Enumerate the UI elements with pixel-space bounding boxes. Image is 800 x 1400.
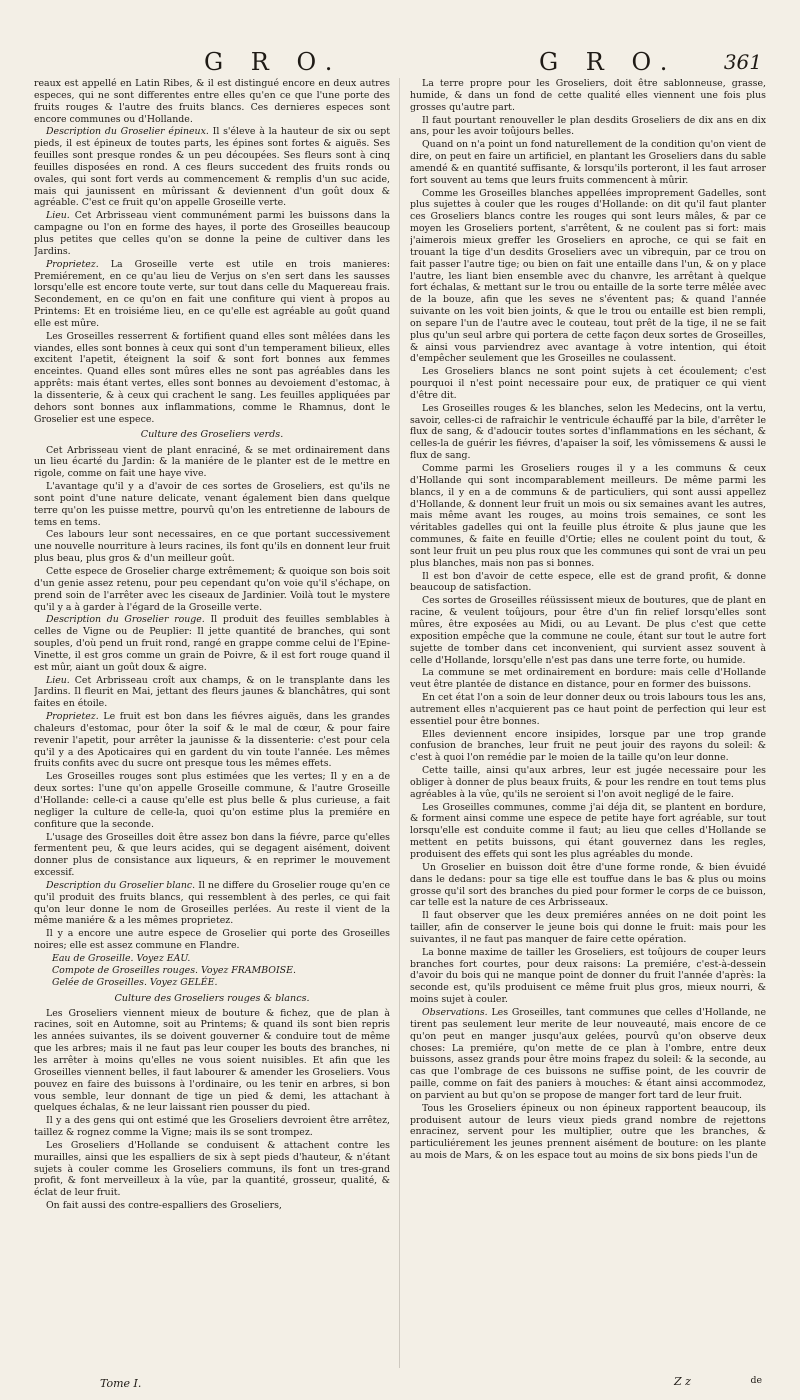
paragraph bbox=[34, 1115, 390, 1139]
paragraph bbox=[410, 1103, 766, 1162]
cross-reference: Compote de Groseilles rouges. Voyez FRAMBOISE. bbox=[52, 964, 296, 976]
paragraph bbox=[34, 566, 390, 613]
paragraph bbox=[410, 115, 766, 139]
running-head bbox=[34, 38, 766, 78]
section-heading: Culture des Groseliers verds. bbox=[140, 429, 284, 441]
paragraph-text: Cet Arbrisseau vient de plant enraciné, & se met ordinairement dans un lieu écarté du Jardin: & la maniére de le planter est de le mettre en rigole, comme on fait une haye vive. bbox=[34, 444, 390, 480]
running-title-right: G R O. bbox=[539, 48, 678, 76]
paragraph-text: reaux est appellé en Latin Ribes, & il est distingué encore en deux autres especes, qui ne sont differentes entre elles qu'en ce que l'une porte des fruits rouges & l'autre des fruits blancs. Ces dernieres especes sont encore communes ou d'Hollande. bbox=[34, 78, 390, 125]
paragraph bbox=[34, 1200, 390, 1212]
paragraph-text: Quand on n'a point un fond naturellement de la condition qu'on vient de dire, on peut en faire un artificiel, en plantant les Groseliers dans du sable amendé & en quantité suffisante, & lorsqu'ils porteront, il les faut arroser fort souvent au tems que leurs fruits commencent à mûrir. bbox=[410, 139, 766, 186]
paragraph-text: Cette taille, ainsi qu'aux arbres, leur est jugée necessaire pour les obliger à donner de plus beaux fruits, & pour les rendre en tout tems plus agréables à la vûe, qu'ils ne seroient si l'on avoit negligé de le faire. bbox=[410, 765, 766, 800]
paragraph-text: On fait aussi des contre-espalliers des Groseliers, bbox=[46, 1200, 282, 1212]
paragraph bbox=[410, 947, 766, 1006]
paragraph bbox=[34, 126, 390, 209]
paragraph-text: Il est bon d'avoir de cette espece, elle est de grand profit, & donne beaucoup de satisfaction. bbox=[410, 570, 766, 594]
paragraph bbox=[34, 331, 390, 426]
paragraph-text: Ces labours leur sont necessaires, en ce que portant successivement une nouvelle nourriture à leurs racines, ils font qu'ils en donnent leur fruit plus beau, plus gros & d'un meilleur goût. bbox=[34, 529, 390, 565]
paragraph bbox=[410, 765, 766, 801]
page-number: 361 bbox=[723, 50, 762, 74]
paragraph bbox=[410, 692, 766, 728]
paragraph bbox=[34, 1140, 390, 1199]
paragraph-text: Il s'éleve à la hauteur de six ou sept pieds, il est épineux de toutes parts, les épines sont fortes & aiguës. Ses feuilles sont presque rondes & un peu découpées. Ses fleurs sont à cinq feuilles disposées en rond. A ces fleurs succedent des fruits ronds ou ovales, qui sont fort verds au commencement & remplis d'un suc acide, mais qui jaunissent en mûrissant & deviennent d'un goût doux & agréable. C'est ce fruit qu'on appelle Groseille verte. bbox=[34, 126, 390, 209]
paragraph bbox=[34, 880, 390, 927]
section-heading: Culture des Groseliers rouges & blancs. bbox=[114, 992, 310, 1004]
paragraph bbox=[34, 445, 390, 481]
paragraph bbox=[34, 481, 390, 528]
paragraph-text: L'usage des Groseilles doit être assez bon dans la fiévre, parce qu'elles fermentent peu, & que leurs acides, qui se degagent aisément, doivent donner plus de consistance aux liqueurs, & en reprimer le mouvement excessif. bbox=[34, 831, 390, 879]
paragraph bbox=[410, 729, 766, 765]
paragraph-lead: Description du Groselier blanc. bbox=[46, 879, 196, 891]
paragraph bbox=[34, 711, 390, 770]
paragraph-lead: Lieu. bbox=[46, 674, 70, 686]
paragraph bbox=[410, 188, 766, 366]
text-columns bbox=[34, 78, 766, 1378]
paragraph bbox=[34, 675, 390, 711]
paragraph-text: Il produit des feuilles semblables à celles de Vigne ou de Peuplier: Il jette quantité de branches, qui sont souples, d'où pend un fruit rond, rangé en grappe comme celui de l'Epine-Vinette, il est gros comme un grain de Poivre, & il est fort rouge quand il est mûr, aiant un goût doux & aigre. bbox=[34, 614, 390, 673]
paragraph-text: Les Groseilles communes, comme j'ai déja dit, se plantent en bordure, & forment ainsi comme une espece de petite haye fort agréable, sur tout lorsqu'elle est conduite comme il faut; au lieu que celles d'Hollande se mettent en petits buissons, qui étant gouvernez dans les regles, produisent des effets qui sont les plus agréables du monde. bbox=[410, 801, 766, 860]
paragraph bbox=[34, 1008, 390, 1115]
paragraph bbox=[410, 403, 766, 462]
paragraph-text: Comme les Groseilles blanches appellées improprement Gadelles, sont plus sujettes à couler que les rouges d'Hollande: on dit qu'il faut planter ces Groseliers blancs contre les rouges qui sont leurs mâles, & par ce moyen les Groseliers portent, s'arrêtent, & ne coulent pas si fort: mais j'aimerois mieux greffer les Groseliers en aproche, ce qui se fait en trouant la tige d'un desdits Groseliers avec un vibrequin, par ce trou on fait passer l'autre tige; ou bien on fait une entaille dans l'un, & on y place l'autre, les liant bien ensemble avec du chanvre, les arrêtant à quelque fort échalas, & mettant sur le trou ou entaille de la sorte terre mêlée avec de la bouze, afin que les seves ne s'éventent pas; & quand l'année suivante on les voit bien joints, & que le trou ou entaille est bien rempli, on separe l'un de l'autre avec le couteau, tout prêt de la tige, il ne se fait plus qu'un seul arbre qui portera de cette façon deux sortes de Groseilles, & ainsi vous parviendrez avec avantage à votre intention, qui étoit d'empêcher seulement que les Groseilles ne coulassent. bbox=[410, 187, 766, 365]
paragraph-text: La bonne maxime de tailler les Groseliers, est toûjours de couper leurs branches fort courtes, pour deux raisons: La premiére, c'est-à-dessein d'avoir du bois qui ne manque point de donner du fruit l'année d'après: la seconde est, qu'ils produisent ce même fruit plus gros, mieux nourri, & moins sujet à couler. bbox=[410, 946, 766, 1006]
paragraph bbox=[410, 463, 766, 570]
running-title-left: G R O. bbox=[204, 48, 343, 76]
paragraph bbox=[410, 910, 766, 946]
paragraph-text: Les Groseliers blancs ne sont point sujets à cet écoulement; c'est pourquoi il n'est point necessaire pour eux, de pratiquer ce qui vient d'être dit. bbox=[410, 366, 766, 401]
paragraph-text: Les Groseilles rouges sont plus estimées que les vertes; Il y en a de deux sortes: l'une qu'on appelle Groseille commune, & l'autre Groseille d'Hollande: celle-ci a cause qu'elle est plus belle & plus curieuse, a fait negliger la culture de celle-la, quoi qu'on estime plus la premiére en confiture que la seconde. bbox=[34, 771, 390, 830]
paragraph bbox=[410, 1007, 766, 1102]
paragraph-text: Les Groseilles, tant communes que celles d'Hollande, ne tirent pas seulement leur merite de leur nouveauté, mais encore de ce qu'on peut en manger jusqu'aux gelées, pourvû qu'on observe deux choses: La premiére, qu'on mette de ce plan à l'ombre, entre deux buissons, assez grands pour être moins frapez du soleil: & la seconde, au cas que l'ombrage de ces buissons ne suffise point, de les couvrir de paille, comme on fait des paniers à mouches: & étant ainsi accommodez, on parvient au but qu'on se propose de manger fort tard de leur fruit. bbox=[410, 1006, 766, 1101]
paragraph-text: Le fruit est bon dans les fiévres aiguës, dans les grandes chaleurs d'estomac, pour ôter la soif & le mal de cœur, & pour faire revenir l'apetit, pour arrêter la jaunisse & la dissenterie: c'est pour cela qu'il y a des Apoticaires qui en gardent du vin toute l'année. Les mêmes fruits confits avec du sucre ont presque tous les mêmes effets. bbox=[34, 711, 390, 770]
right-column bbox=[410, 78, 766, 1378]
paragraph-text: La Groseille verte est utile en trois manieres: Premiérement, en ce qu'au lieu de Verjus on s'en sert dans les sausses lorsqu'elle est encore toute verte, sur tout dans celle du Maquereau frais. Secondement, en ce qu'on en fait une confiture qui vient à propos au Printems: Et en troisiéme lieu, en ce qu'elle est agréable au goût quand elle est mûre. bbox=[34, 258, 390, 329]
page-footer bbox=[34, 1360, 766, 1390]
paragraph-text: Les Groseliers viennent mieux de bouture & fichez, que de plan à racines, soit en Automne, soit au Printems; & quand ils sont bien repris les années suivantes, ils se doivent gouverner & conduire tout de même que les arbres; mais il ne faut pas leur couper les bouts des branches, ni les arrêter à moins qu'elles ne vous soient nuisibles. Et afin que les Groseilles viennent belles, il faut labourer & amender les Groseliers. Vous pouvez en faire des buissons à l'ordinaire, ou les tenir en arbres, si bon vous semble, leur donnant de tige un pied & demi, les attachant à quelques échalas, & ne leur laissant rien pousser du pied. bbox=[34, 1007, 390, 1114]
paragraph-text: Un Groselier en buisson doit être d'une forme ronde, & bien évuidé dans le dedans: pour sa tige elle est touffue dans le bas & plus ou moins grosse qu'il sort des branches du pied pour former le corps de ce buisson, car telle est la nature de ces Arbrisseaux. bbox=[410, 861, 766, 909]
paragraph bbox=[410, 595, 766, 666]
paragraph-text: Cet Arbrisseau croît aux champs, & on le transplante dans les Jardins. Il fleurit en Mai, jettant des fleurs jaunes & blanchâtres, qui sont faites en étoile. bbox=[34, 674, 390, 710]
paragraph-text: Ces sortes de Groseilles réüssissent mieux de boutures, que de plant en racine, & veulent toûjours, pour être d'un fin relief lorsqu'elles sont mûres, être exposées au Midi, ou au Levant. De plus c'est que cette exposition empêche que la commune ne coule, étant sur tout le autre fort sujette de tomber dans cet inconvenient, qui survient assez souvent à celle d'Hollande, lorsqu'elle n'est pas dans une terre forte, ou humide. bbox=[410, 595, 766, 666]
paragraph-text: L'avantage qu'il y a d'avoir de ces sortes de Groseliers, est qu'ils ne sont point d'une nature delicate, venant également bien dans quelque terre qu'on les puisse mettre, pourvû qu'on les entretienne de labours de tems en tems. bbox=[34, 481, 390, 528]
cross-reference: Eau de Groseille. Voyez EAU. bbox=[52, 952, 191, 964]
gathering-signature: Z z bbox=[674, 1375, 691, 1388]
paragraph-lead: Description du Groselier rouge. bbox=[46, 614, 205, 626]
paragraph bbox=[34, 614, 390, 673]
catchword: de bbox=[750, 1375, 762, 1386]
paragraph bbox=[410, 667, 766, 691]
paragraph-lead: Lieu. bbox=[46, 210, 70, 222]
paragraph-text: Cet Arbrisseau vient communément parmi les buissons dans la campagne ou l'on en forme des hayes, il porte des Groseilles beaucoup plus petites que celles qu'on se donne la peine de cultiver dans les Jardins. bbox=[34, 210, 390, 257]
paragraph-lead: Proprietez. bbox=[46, 258, 99, 270]
paragraph bbox=[410, 366, 766, 402]
left-column bbox=[34, 78, 390, 1378]
paragraph-lead: Description du Groselier épineux. bbox=[46, 126, 209, 138]
paragraph bbox=[34, 928, 390, 952]
paragraph-text: Tous les Groseliers épineux ou non épineux rapportent beaucoup, ils produisent autour de leurs vieux pieds grand nombre de rejettons enracinez, servent pour les multiplier, outre que les branches, & particuliérement les jeunes prennent aisément de bouture: on les plante au mois de Mars, & on les espace tout au moins de six bons pieds l'un de bbox=[410, 1102, 766, 1162]
paragraph-text: Les Groseliers d'Hollande se conduisent & attachent contre les murailles, ainsi que les espalliers de six à sept pieds d'hauteur, & n'étant sujets à couler comme les Groseliers communs, ils font un tres-grand profit, & font merveilleux à la vûe, par la quantité, grosseur, qualité, & éclat de leur fruit. bbox=[34, 1139, 390, 1199]
paragraph-text: Les Groseilles rouges & les blanches, selon les Medecins, ont la vertu, savoir, celles-ci de rafraichir le ventricule échauffé par la bile, d'arrêter le flux de sang, & d'adoucir toutes sortes d'inflammations en les séchant, & celles-la de guérir les fiévres, d'apaiser la soif, les vômissemens & aussi le flux de sang. bbox=[410, 402, 766, 462]
paragraph bbox=[410, 802, 766, 861]
paragraph-text: Elles deviennent encore insipides, lorsque par une trop grande confusion de branches, leur fruit ne peut jouir des rayons du soleil: & c'est à quoi l'on remédie par le moien de la taille qu'on leur donne. bbox=[410, 728, 766, 764]
paragraph-text: Il ne differe du Groselier rouge qu'en ce qu'il produit des fruits blancs, qui ressemblent à des perles, ce qui fait qu'on leur donne le nom de Groseilles perlées. Au reste il vient de la même maniére & a les mêmes proprietez. bbox=[34, 879, 390, 927]
paragraph-text: Il y a encore une autre espece de Groselier qui porte des Groseilles noires; elle est assez commune en Flandre. bbox=[34, 928, 390, 952]
paragraph-text: Comme parmi les Groseliers rouges il y a les communs & ceux d'Hollande qui sont incomparablement meilleurs. De même parmi les blancs, il y en a de communs & de particuliers, qui sont aussi appellez d'Hollande, & donnent leur fruit un mois ou six semaines avant les autres, mais même avant les rouges, au moins trois semaines, ce sont les véritables gadelles qui ont la feuille plus étroite & plus jaune que les communes, & faite en feuille d'Ortie; elles ne coulent point du tout, & sont leur fruit un peu plus roux que les communes qui sont de vrai un peu plus blanches, mais non pas si bonnes. bbox=[410, 463, 766, 569]
paragraph bbox=[34, 771, 390, 830]
paragraph-text: Il faut observer que les deux premiéres années on ne doit point les tailler, afin de conserver le jeune bois qui donne le fruit: mais pour les suivantes, il ne faut pas manquer de faire cette opération. bbox=[410, 910, 766, 945]
paragraph-text: La commune se met ordinairement en bordure: mais celle d'Hollande veut être plantée de distance en distance, pour en former des buissons. bbox=[410, 667, 766, 691]
paragraph bbox=[34, 78, 390, 125]
column-divider bbox=[399, 78, 400, 1368]
paragraph-text: En cet état l'on a soin de leur donner deux ou trois labours tous les ans, autrement elles n'acquierent pas ce haut point de perfection qui leur est essentiel pour être bonnes. bbox=[410, 692, 766, 727]
paragraph-text: Les Groseilles resserrent & fortifient quand elles sont mêlées dans les viandes, elles sont bonnes à ceux qui sont d'un temperament bilieux, elles excitent l'apetit, éteignent la soif & sont fort bonnes aux femmes enceintes. Quand elles sont mûres elles ne sont pas agréables dans les apprêts: mais étant vertes, elles sont bonnes au devoiement d'estomac, à la dissenterie, & à ceux qui crachent le sang. Les feuilles appliquées par dehors sont bonnes aux inflammations, comme le Rhamnus, dont le Groselier est une espece. bbox=[34, 330, 390, 425]
paragraph-text: La terre propre pour les Groseliers, doit être sablonneuse, grasse, humide, & dans un fond de cette qualité elles viennent une fois plus grosses qu'autre part. bbox=[410, 78, 766, 113]
paragraph bbox=[34, 529, 390, 565]
paragraph-text: Il y a des gens qui ont estimé que les Groseliers devroient être arrêtez, taillez & rognez comme la Vigne; mais ils se sont trompez. bbox=[34, 1115, 390, 1139]
paragraph bbox=[410, 571, 766, 595]
paragraph bbox=[34, 832, 390, 879]
paragraph bbox=[410, 862, 766, 909]
paragraph bbox=[410, 78, 766, 114]
paragraph bbox=[34, 259, 390, 330]
paragraph-lead: Observations. bbox=[422, 1006, 488, 1018]
paragraph-text: Cette espece de Groselier charge extrêmement; & quoique son bois soit d'un genie assez retenu, pour peu cependant qu'on voie qu'il s'échape, on prend soin de l'arrêter avec les ciseaux de Jardinier. Voilà tout le mystere qu'il y a à garder à l'égard de la Groseille verte. bbox=[34, 565, 390, 613]
paragraph-text: Il faut pourtant renouveller le plan desdits Groseliers de dix ans en dix ans, pour les avoir toûjours belles. bbox=[410, 114, 766, 138]
paragraph-lead: Proprietez. bbox=[46, 711, 99, 723]
volume-signature: Tome I. bbox=[100, 1377, 142, 1390]
paragraph bbox=[34, 210, 390, 257]
cross-reference: Gelée de Groseilles. Voyez GELÉE. bbox=[52, 976, 218, 988]
paragraph bbox=[410, 139, 766, 186]
